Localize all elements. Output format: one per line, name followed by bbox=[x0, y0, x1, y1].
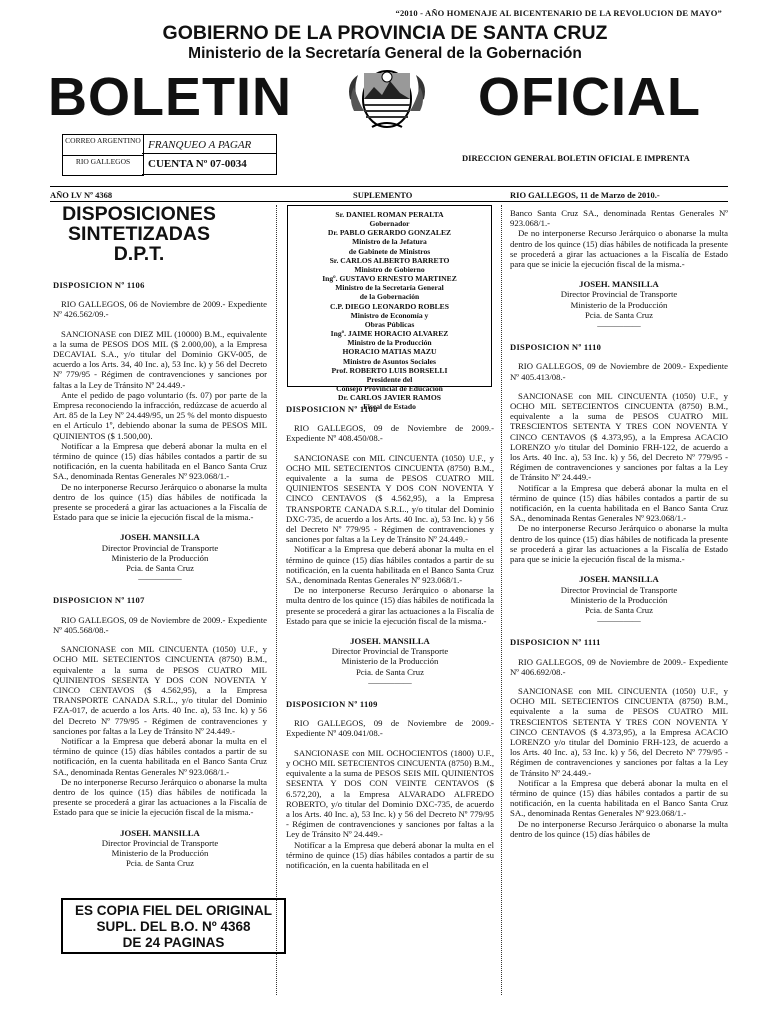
signature-block: JOSEH. MANSILLA Director Provincial de Transporte Ministerio de la Producción Pcia. de Santa Cruz ――――― bbox=[101, 532, 219, 584]
rio-label: RIO GALLEGOS bbox=[63, 155, 143, 175]
certified-copy-stamp: ES COPIA FIEL DEL ORIGINAL SUPL. DEL B.O. Nº 4368 DE 24 PAGINAS bbox=[61, 898, 286, 954]
disposition-1109-text2: Notifícar a la Empresa que deberá abonar la multa en el término de quince (15) días hábiles contados a partir de su notificación, en la cuenta habilitada en el bbox=[286, 839, 494, 870]
direccion-label: DIRECCION GENERAL BOLETIN OFICIAL E IMPRENTA bbox=[462, 153, 690, 163]
disposition-1106-text4: De no interponerse Recurso Jerárquico o abonarse la multa dentro de los quince (15) días hábiles de notificada la presente se procederá a girar las actuaciones a la Fiscalía de Estado para que se inicie la ejecución fiscal de la misma.- bbox=[53, 481, 267, 523]
disposition-1111-title: DISPOSICION Nº 1111 bbox=[510, 637, 601, 648]
signature-block: JOSEH. MANSILLA Director Provincial de Transporte Ministerio de la Producción Pcia. de Santa Cruz ――――― bbox=[560, 574, 678, 626]
issue-date: RIO GALLEGOS, 11 de Marzo de 2010.- bbox=[510, 190, 660, 200]
column-1 bbox=[53, 268, 267, 868]
disposition-1111-text3: Notifícar a la Empresa que deberá abonar la multa en el término de quince (15) días hábiles contados a partir de su notificación, en la cuenta habilitada en el Banco Santa Cruz SA., denominada Rentas Generales Nº 923.068/1.- bbox=[510, 777, 728, 819]
disposition-1110-date: RIO GALLEGOS, 09 de Noviembre de 2009.- Expediente Nº 405.413/08.- bbox=[510, 361, 728, 382]
disposition-1108-text: SANCIONASE con MIL CINCUENTA (1050) U.F., y OCHO MIL SETECIENTOS CINCUENTA (8750) B.M., equivalente a la suma de PESOS CUATRO MIL QUINIENTOS SESENTA Y DOS CON NOVENTA Y CINCO CENTAVOS ($ 4.562,95), a la Empresa TRANSPORTE CANADA S.R.L., y/o titular del Dominio DXC-735, de acuerdo a los Arts. 40 Inc. a), 53 Inc. k) y 56 del Decreto Nº 779/95 - Régimen de contravenciones y sanciones por faltas a la Ley de Tránsito Nº 24.449.- bbox=[286, 452, 494, 545]
year-motto: “2010 - AÑO HOMENAJE AL BICENTENARIO DE LA REVOLUCION DE MAYO” bbox=[395, 8, 722, 18]
franqueo-label: FRANQUEO A PAGAR bbox=[142, 134, 277, 154]
disposition-1109-text: SANCIONASE con MIL OCHOCIENTOS (1800) U.F., y OCHO MIL SETECIENTOS CINCUENTA (8750) B.M., equivalente a la suma de PESOS SEIS MIL QUINIENTOS SESENTA Y DOS CON VEINTE CENTAVOS ($ 6.572,20), a la Empresa ALVARADO ALFREDO ROBERTO, y/o titular del Dominio DXC-735, de acuerdo a los Arts. 40 Inc. a), 53 Inc. k) y 56 del Decreto Nº 779/95 - Régimen de contravenciones y sanciones por faltas a la Ley de Tránsito Nº 24.449.- bbox=[286, 747, 494, 840]
suplemento-label: SUPLEMENTO bbox=[353, 190, 413, 200]
header-rule-bottom bbox=[50, 201, 728, 202]
correo-label: CORREO ARGENTINO bbox=[65, 136, 141, 145]
provincial-seal-icon bbox=[342, 65, 432, 130]
disposition-1110-text4: De no interponerse Recurso Jerárquico o abonarse la multa dentro de los quince (15) días hábiles de notificada la presente se procederá a girar las actuaciones a la Fiscalía de Estado para que se inicie la ejecución fiscal de la misma.- bbox=[510, 523, 728, 565]
column-divider bbox=[276, 205, 277, 995]
column-divider bbox=[501, 205, 502, 995]
column-2 bbox=[286, 392, 494, 870]
disposition-1107-text4: De no interponerse Recurso Jerárquico o abonarse la multa dentro de los quince (15) días hábiles de notificada la presente se procederá a girar las actuaciones a la Fiscalía de Estado para que se inicie la ejecución fiscal de la misma.- bbox=[53, 776, 267, 818]
disposition-1111-date: RIO GALLEGOS, 09 de Noviembre de 2009.- Expediente Nº 406.692/08.- bbox=[510, 656, 728, 677]
disposition-1110-title: DISPOSICION Nº 1110 bbox=[510, 342, 602, 353]
correo-box bbox=[62, 134, 144, 176]
disposition-1107-text: SANCIONASE con MIL CINCUENTA (1050) U.F., y OCHO MIL SETECIENTOS CINCUENTA (8750) B.M., equivalente a la suma de PESOS CUATRO MIL QUINIENTOS SESENTA Y DOS CON NOVENTA Y CINCO CENTAVOS ($ 4.562,95), a la Empresa TRANSPORTE CANADA S.R.L., y/o titular del Dominio FZA-017, de acuerdo a los Arts. 40 Inc. a), 53 Inc. k) y 56 del Decreto Nº 779/95 - Régimen de contravenciones y sanciones por faltas a la Ley de Tránsito Nº 24.449.- bbox=[53, 644, 267, 736]
disposition-1106-title: DISPOSICION Nº 1106 bbox=[53, 280, 145, 290]
continued-text: Banco Santa Cruz SA., denominada Rentas Generales Nº 923.068/1.- bbox=[510, 208, 728, 229]
header-rule-top bbox=[50, 186, 728, 187]
signature-block: JOSEH. MANSILLA Director Provincial de Transporte Ministerio de la Producción Pcia. de Santa Cruz ――――― bbox=[331, 636, 449, 687]
disposition-1110-text3: Notifícar a la Empresa que deberá abonar la multa en el término de quince (15) días hábiles contados a partir de su notificación, en la cuenta habilitada en el Banco Santa Cruz SA., denominada Rentas Generales Nº 923.068/1.- bbox=[510, 482, 728, 524]
disposition-1108-date: RIO GALLEGOS, 09 de Noviembre de 2009.- Expediente Nº 408.450/08.- bbox=[286, 423, 494, 444]
disposition-1106-date: RIO GALLEGOS, 06 de Noviembre de 2009.- Expediente Nº 426.562/09.- bbox=[53, 299, 267, 320]
title-oficial: OFICIAL bbox=[478, 67, 701, 127]
disposition-1111-text4: De no interponerse Recurso Jerárquico o abonarse la multa dentro de los quince (15) días hábiles de bbox=[510, 818, 728, 839]
signature-block: JOSEH. MANSILLA Director Provincial de Transporte Ministerio de la Producción Pcia. de Santa Cruz bbox=[101, 827, 219, 869]
signature-block: JOSEH. MANSILLA Director Provincial de Transporte Ministerio de la Producción Pcia. de Santa Cruz ――――― bbox=[560, 279, 678, 331]
issue-number: AÑO LV Nº 4368 bbox=[50, 190, 113, 200]
section-heading: DISPOSICIONES SINTETIZADAS D.P.T. bbox=[62, 203, 216, 265]
disposition-1107-title: DISPOSICION Nº 1107 bbox=[53, 595, 145, 606]
column-3 bbox=[510, 208, 728, 839]
disposition-1107-date: RIO GALLEGOS, 09 de Noviembre de 2009.- Expediente Nº 405.568/08.- bbox=[53, 614, 267, 635]
disposition-1106-text3: Notifícar a la Empresa que deberá abonar la multa en el término de quince (15) días hábiles contados a partir de su notificación, en la cuenta habilitada en el Banco Santa Cruz SA., denominada Rentas Generales Nº 923.068/1.- bbox=[53, 440, 267, 482]
ministry-title: Ministerio de la Secretaría General de la Gobernación bbox=[188, 45, 582, 62]
title-boletin: BOLETIN bbox=[48, 67, 292, 127]
disposition-1109-date: RIO GALLEGOS, 09 de Noviembre de 2009.- Expediente Nº 409.041/08.- bbox=[286, 718, 494, 739]
disposition-1107-text3: Notifícar a la Empresa que deberá abonar la multa en el término de quince (15) días hábiles contados a partir de su notificación, en la cuenta habilitada en el Banco Santa Cruz SA., denominada Rentas Generales Nº 923.068/1.- bbox=[53, 735, 267, 777]
disposition-1108-text4: De no interponerse Recurso Jerárquico o abonarse la multa dentro de los quince (15) días hábiles de notificada la presente se procederá a girar las actuaciones a la Fiscalía de Estado para que se inicie la ejecución fiscal de la misma.- bbox=[286, 585, 494, 626]
continued-text-2: De no interponerse Recurso Jerárquico o abonarse la multa dentro de los quince (15) días hábiles de notificada la presente se procederá a girar las actuaciones a la Fiscalía de Estado para que se inicie la ejecución fiscal de la misma.- bbox=[510, 228, 728, 270]
disposition-1110-text: SANCIONASE con MIL CINCUENTA (1050) U.F., y OCHO MIL SETECIENTOS CINCUENTA (8750) B.M., equivalente a la suma de PESOS CUATRO MIL TRESCIENTOS SETENTA Y TRES CON NOVENTA Y CINCO CENTAVOS ($ 4.373,95), a la Empresa ACACIO LORENZO y/o titular del Dominio FRH-122, de acuerdo a los Arts. 40 Inc. a), 53 Inc. k) y 56, del Decreto Nº 779/95 - Régimen de contravenciones y sanciones por faltas a la Ley de Tránsito Nº 24.449.- bbox=[510, 390, 728, 483]
disposition-1106-text2: Ante el pedido de pago voluntario (fs. 07) por parte de la Empresa reconociendo la infracción, redúzcase de acuerdo al Art. 85 de la Ley Nº 24.449/95, un 25 % del monto dispuesto en el Artículo 1º, debiendo abonar la suma de PESOS MIL QUINIENTOS ($ 1.500,00). bbox=[53, 389, 267, 441]
disposition-1106-text: SANCIONASE con DIEZ MIL (10000) B.M., equivalente a la suma de PESOS DOS MIL ($ 2.000,00), a la Empresa DECAVIAL S.A., y/o titular del Dominio GKV-005, de acuerdo a los Arts. 34, 40 Inc. a), 53 Inc. k) y 56 del Decreto Nº 779/95 - Régimen de contravenciones y sanciones por faltas a la Ley de Tránsito Nº 24.449.- bbox=[53, 328, 267, 390]
disposition-1108-title: DISPOSICION Nº 1108 bbox=[286, 404, 378, 414]
cuenta-label: CUENTA Nº 07-0034 bbox=[142, 154, 277, 175]
disposition-1108-text3: Notifícar a la Empresa que deberá abonar la multa en el término de quince (15) días hábiles contados a partir de su notificación, en la cuenta habilitada en el Banco Santa Cruz SA., denominada Rentas Generales Nº 923.068/1.- bbox=[286, 544, 494, 586]
officials-box: Sr. DANIEL ROMAN PERALTA Gobernador Dr. PABLO GERARDO GONZALEZ Ministro de la Jefatura de Gabinete de Ministros Sr. CARLOS ALBERTO BARRETO Ministro de Gobierno Ingº. GUSTAVO ERNESTO MARTINEZ Ministro de la Secretaría General de la Gobernación C.P. DIEGO LEONARDO ROBLES Ministro de Economía y Obras Públicas Ingº. JAIME HORACIO ALVAREZ Ministro de la Producción HORACIO MATIAS MAZU Ministro de Asuntos Sociales Prof. ROBERTO LUIS BORSELLI Presidente del Consejo Provincial de Educación Dr. CARLOS JAVIER RAMOS Fiscal de Estado bbox=[287, 205, 492, 387]
disposition-1111-text: SANCIONASE con MIL CINCUENTA (1050) U.F., y OCHO MIL SETECIENTOS CINCUENTA (8750) B.M., equivalente a la suma de PESOS CUATRO MIL TRESCIENTOS SETENTA Y TRES CON NOVENTA Y CINCO CENTAVOS ($ 4.373,95), a la Empresa ACACIO LORENZO y/o titular del Dominio FRH-123, de acuerdo a los Arts. 40 Inc. a), 53 Inc. k) y 56, del Decreto Nº 779/95 - Régimen de contravenciones y sanciones por faltas a la Ley de Tránsito Nº 24.449.- bbox=[510, 685, 728, 778]
disposition-1109-title: DISPOSICION Nº 1109 bbox=[286, 699, 378, 710]
government-title: GOBIERNO DE LA PROVINCIA DE SANTA CRUZ bbox=[162, 22, 608, 44]
